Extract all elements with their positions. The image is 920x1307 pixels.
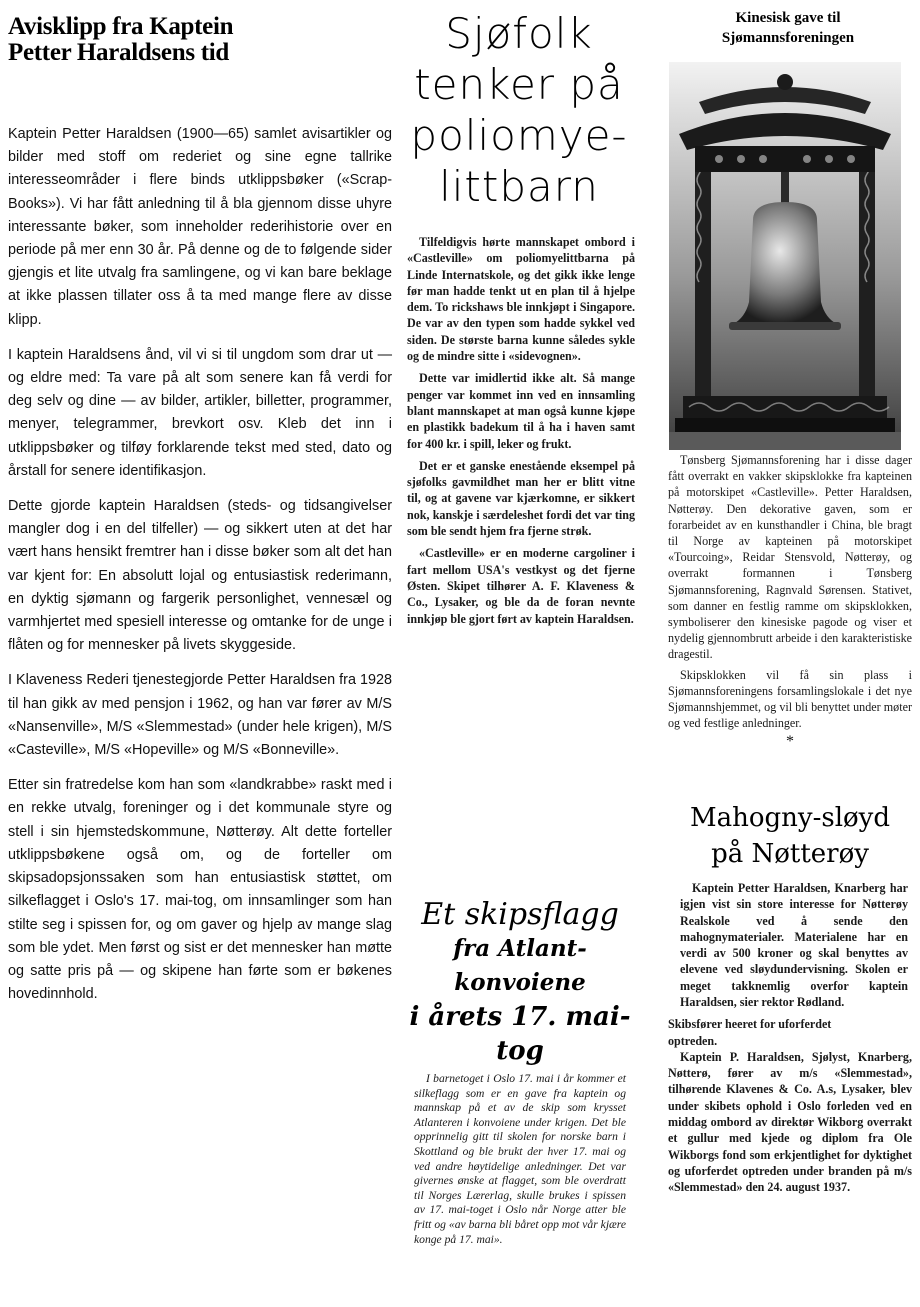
polio-paragraph-3: Det er et ganske enestående eksempel på sjøfolks gavmildhet man her er blitt vitne til, og at gavene var kjærkomne, er sikkert nok, kanskje i særdeleshet fordi det var ting som ble sendt hjem fra fjerne strøk. <box>407 458 635 539</box>
intro-paragraph-2: I kaptein Haraldsens ånd, vil vi si til ungdom som drar ut — og eldre med: Ta vare på alt som senere kan få verdi for deg selv og dine — av bilder, artikler, billetter, programmer, menyer, telegrammer, brevkort osv. Kleb det inn i utklippsbøker og tilføy forklarende tekst med sted, dato og årstall for senere identifikasjon. <box>8 346 392 479</box>
mahogany-article <box>668 800 912 1201</box>
mahogany-article-body <box>668 880 912 1010</box>
flag-headline-line-3: i årets 17. mai-tog <box>409 1002 631 1066</box>
section-separator: * <box>786 733 794 751</box>
flag-headline-line-1: Et skipsflagg <box>421 897 619 932</box>
gift-headline <box>664 8 912 48</box>
intro-body <box>8 123 392 1006</box>
flag-article <box>408 898 632 1247</box>
polio-headline-line-3: poliomye- <box>410 111 628 160</box>
mahogany-paragraph-1: Kaptein Petter Haraldsen, Knarberg har igjen vist sin store interesse for Nøtterøy Realskole ved å sende den mahognymaterialer. Materialene har en verdi av 500 kroner og skal benyttes av elevene ved sløydundervisning. Skolen er meget takknemlig overfor kaptein Haraldsen, sier rektor Rødland. <box>680 881 908 1010</box>
gift-paragraph-2: Skipsklokken vil få sin plass i Sjømannsforeningens forsamlingslokale i det nye Sjømannshjemmet, og vil bli benyttet under møter og ved festlige anledninger. <box>668 667 912 731</box>
bell-stand-illustration <box>669 62 901 450</box>
mahogany-headline-line-1: Mahogny-sløyd <box>689 803 891 833</box>
polio-article-column <box>399 8 639 633</box>
intro-paragraph-3: Dette gjorde kaptein Haraldsen (steds- og tidsangivelser mangler dog i en del tilfeller) — og sikkert uten at det har vært hans hensikt fremtrer han i disse bøker som alt det han var kjent for: En absolutt lojal og entusiastisk rederimann, en dyktig sjømann og fargerik personlighet, vennesæl og varmhjertet med spesiell interesse og omtanke for de unge i flåten og for mennesker på livets skyggeside. <box>8 498 392 654</box>
polio-paragraph-2: Dette var imidlertid ikke alt. Så mange penger var kommet inn ved en innsamling blant mannskapet at man også kunne kjøpe en plastikk badekum til å ha i haven samt for 400 kr. i spill, leker og frukt. <box>407 371 635 451</box>
page-title <box>8 14 392 66</box>
intro-column <box>8 14 392 1018</box>
gift-paragraph-1: Tønsberg Sjømannsforening har i disse dager fått overrakt en vakker skipsklokke fra kapteinen på motorskipet «Castleville». Petter Haraldsen, Nøtterøy. Den dekorative gaven, som er forarbeidet av en kunsthandler i China, ble bragt til Norge av kapteinen på motorskipet «Tourcoing», Reidar Stensvold, Nøtterøy, og overrakt formannen i Tønsberg Sjømannsforening, Ragnvald Sørensen. Stativet, som danner en festlig ramme om skipsklokken, symboliserer den kinesiske pagode og viser et nydelig gjennombrutt arbeide i den karakteristiske dragestil. <box>668 453 912 662</box>
page-title-line-1: Avisklipp fra Kaptein <box>8 13 234 40</box>
intro-paragraph-5: Etter sin fratredelse kom han som «landkrabbe» raskt med i en rekke utvalg, foreninger og i det kommunale styre og stell i sin hjemstedskommune, Nøtterøy. Alt dette forteller utklippsbøkene også om, og de forteller om skipsadopsjonssaken som han entusiastisk støttet, om silkeflagget i Oslo's 17. mai-tog, om innsamlinger som han stilte seg i spissen for, og om gaver og hjelp av mange slag som ble ydet. Men først og sist er det mennesker han møtte og satte pris på — og skipene han førte som er bøkenes hovedinnhold. <box>8 777 392 1003</box>
honor-article-body: Kaptein P. Haraldsen, Sjølyst, Knarberg, Nøtterø, fører av m/s «Slemmestad», tilhørende Klavenes & Co. A.s, Lysaker, blev under skibets ophold i Oslo forleden ved en middag ombord av direktør Wikborg overrakt et gullur med kjede og diplom fra Ole Wikborgs fond som erkjentlighet for dyktighet og uforferdet optreden under branden på m/s «Slemmestad» den 24. august 1937. <box>668 1049 912 1195</box>
polio-headline-line-2: tenker på <box>414 60 624 109</box>
polio-paragraph-4: «Castleville» er en moderne cargoliner i fart mellom USA's vestkyst og det fjerne Østen. Skipet tilhører A. F. Klaveness & Co., Lysaker, og ble da de foran nevnte innkjøp ble gjort ført av kaptein Haraldsen. <box>407 546 635 626</box>
ship-bell-photo <box>669 62 901 450</box>
polio-headline <box>399 8 639 212</box>
mahogany-headline <box>668 800 912 872</box>
gift-article-header <box>664 8 912 48</box>
gift-headline-line-1: Kinesisk gave til <box>735 10 841 26</box>
polio-headline-line-1: Sjøfolk <box>445 9 593 58</box>
flag-headline-line-2: fra Atlant-konvoiene <box>453 935 587 996</box>
intro-paragraph-4: I Klaveness Rederi tjenestegjorde Petter Haraldsen fra 1928 til han gikk av med pensjon i 1962, og han var fører av M/S «Nansenville», M/S «Slemmestad» (under hele krigen), M/S «Casteville», M/S «Hopeville» og M/S «Bonneville». <box>8 672 392 759</box>
polio-article-body <box>399 234 639 627</box>
honor-subheading-line-1: Skibsfører heeret for uforferdet <box>668 1017 832 1032</box>
honor-subheading-line-2: optreden. <box>668 1033 718 1048</box>
gift-headline-line-2: Sjømannsforeningen <box>721 30 855 46</box>
flag-headline <box>408 898 632 1068</box>
flag-article-body: I barnetoget i Oslo 17. mai i år kommer et silkeflagg som er en gave fra kaptein og mannskap på et av de skip som krysset Atlanteren i konvoiene under krigen. Det ble opprinnelig gitt til skolen for norske barn i Skottland og ble brukt der hver 17. mai og ved andre høytidelige anledninger. Det var givernes ønske at flagget, som ble overdratt til Norges Lærerlag, skulle brukes i spissen av 17. mai-toget i Oslo når Norge atter ble fritt og «av barna bli båret opp mot vår kjære konge på 17. mai». <box>414 1072 626 1246</box>
honor-subheading <box>668 1016 912 1048</box>
polio-headline-line-4: littbarn <box>439 162 599 211</box>
polio-paragraph-1: Tilfeldigvis hørte mannskapet ombord i «Castleville» om poliomyelittbarna på Linde Internatskole, og det gikk ikke lenge før man hadde tenkt ut en plan til å hjelpe dem. To rickshaws ble innkjøpt i Singapore. De var av den typen som hadde sykkel ved siden. De største barna kunne således sykle og de mindre sitte i «sidevognen». <box>407 235 635 364</box>
mahogany-headline-line-2: på Nøtterøy <box>711 839 869 869</box>
intro-paragraph-1: Kaptein Petter Haraldsen (1900—65) samlet avisartikler og bilder med stoff om rederiet og sine egne tallrike interesseområder i flere binds utklippsbøker («Scrap-Books»). Vi har fått anledning til å bla gjennom disse uhyre interessante bøker, som inneholder rederihistorie over en periode på mer enn 30 år. På denne og de to følgende sider gjengis et lite utvalg fra samlingene, og vi kan bare beklage at ikke plassen tillater oss å ta med mange flere av disse klipp. <box>8 126 392 328</box>
gift-article-body <box>668 452 912 749</box>
page-title-line-2: Petter Haraldsens tid <box>8 39 229 66</box>
